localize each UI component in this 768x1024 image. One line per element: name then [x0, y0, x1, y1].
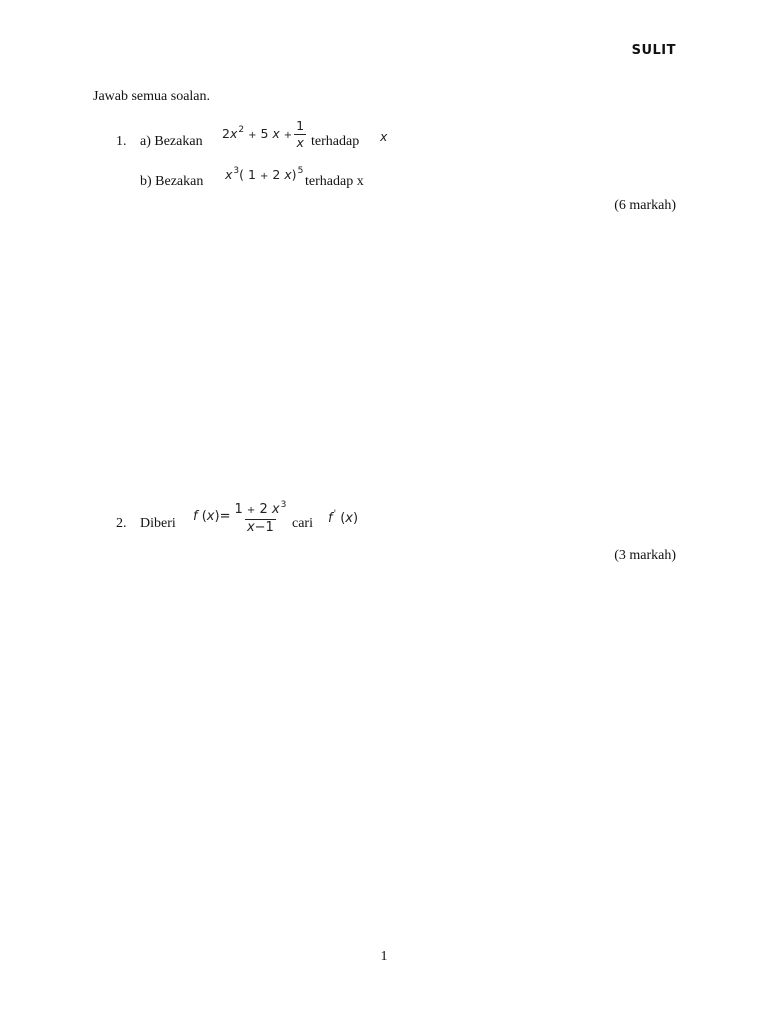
den-var: x	[246, 520, 255, 535]
fraction-numerator	[232, 498, 288, 519]
expr-var: x	[272, 126, 280, 141]
expr-fraction	[232, 498, 288, 535]
expr-var: x	[229, 126, 238, 141]
num-exponent: 3	[280, 500, 287, 510]
instruction-text: Jawab semua soalan.	[93, 89, 211, 104]
expr-coef: 5	[260, 126, 269, 141]
expr-function: f	[193, 509, 198, 524]
question-2-marks: (3 markah)	[614, 548, 676, 563]
question-2-number: 2.	[116, 516, 127, 531]
target-rparen: )	[352, 511, 359, 526]
target-lparen: (	[340, 511, 346, 526]
expr-exponent: 3	[233, 166, 240, 176]
expr-plus: +	[259, 171, 269, 182]
expr-one: 1	[248, 167, 256, 182]
expr-equals: =	[219, 509, 231, 524]
expr-plus: +	[283, 130, 293, 141]
expr-coef: 2	[272, 167, 281, 182]
expr-exponent: 2	[238, 125, 245, 135]
question-1-marks: (6 markah)	[614, 198, 676, 213]
num-plus: +	[246, 505, 256, 516]
expr-var: x	[225, 167, 233, 182]
num-one: 1	[234, 502, 243, 517]
expr-exponent: 5	[297, 166, 304, 176]
den-minus-one: −1	[254, 520, 274, 535]
question-2-target	[328, 509, 358, 526]
expr-rparen: )	[214, 509, 220, 524]
expr-lparen: (	[201, 509, 207, 524]
expr-rparen: )	[291, 167, 297, 182]
expr-coef: 2	[222, 126, 230, 141]
target-argument: x	[345, 511, 353, 526]
question-2-expression	[193, 498, 290, 535]
question-1a-terhadap: terhadap	[311, 134, 360, 149]
fraction-denominator: x	[296, 135, 304, 150]
fraction-numerator: 1	[296, 118, 305, 133]
header-sulit: SULIT	[631, 43, 676, 58]
question-1a-expression	[222, 119, 308, 150]
expr-argument: x	[206, 509, 215, 524]
expr-var: x	[284, 167, 292, 182]
num-var: x	[271, 502, 280, 517]
question-1a-variable: x	[380, 129, 388, 144]
expr-fraction	[294, 119, 306, 150]
target-function: f	[328, 511, 333, 526]
target-prime: '	[333, 509, 337, 519]
question-1b-expression	[225, 166, 303, 182]
num-coef: 2	[259, 502, 268, 517]
question-1-number: 1.	[116, 134, 127, 149]
question-1b-label: b) Bezakan	[140, 174, 204, 189]
fraction-denominator	[245, 519, 276, 535]
question-2-cari: cari	[292, 516, 313, 531]
question-1b-terhadap: terhadap x	[305, 174, 364, 189]
expr-plus: +	[248, 130, 257, 141]
page-number: 1	[380, 949, 388, 964]
expr-lparen: (	[239, 167, 245, 182]
question-2-label: Diberi	[140, 516, 176, 531]
question-1a-label: a) Bezakan	[140, 134, 203, 149]
